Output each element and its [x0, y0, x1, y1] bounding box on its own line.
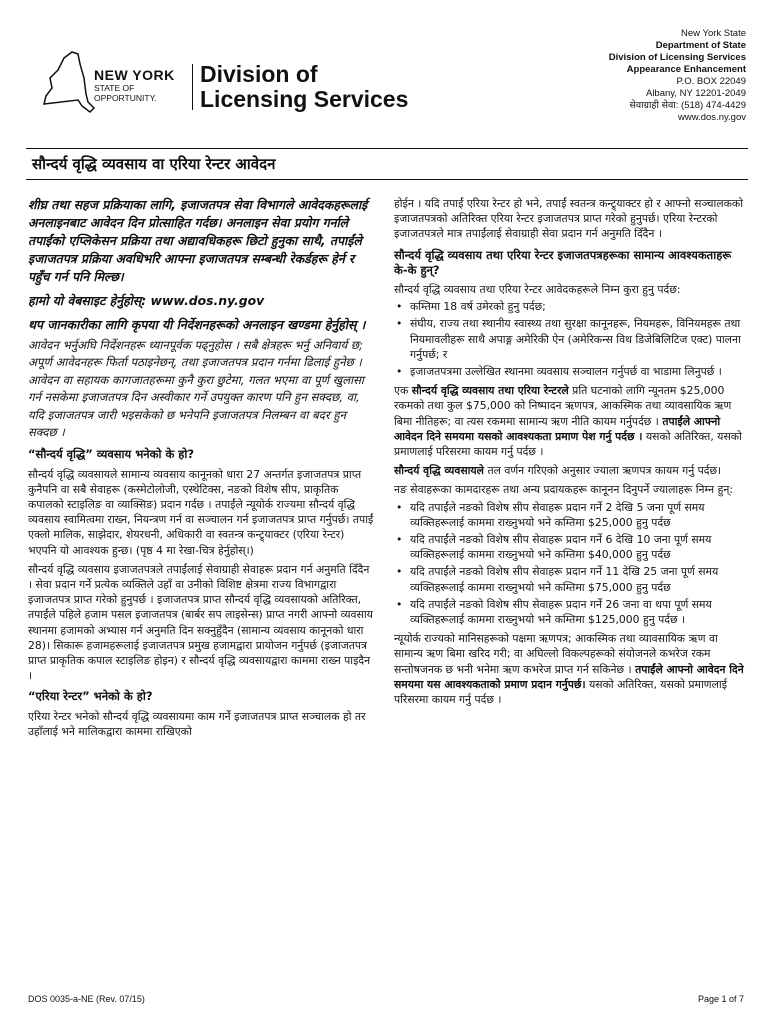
ar-paragraph-continued: होईन । यदि तपाईं एरिया रेन्टर हो भने, तपाईं स्वतन्त्र कन्ट्र्याक्टर हो र आफ्नो सञ्चालकको इजाजतपत्रको अतिरिक्त एरिया रेन्टर इजाजतपत्र प्राप्त गरेको हुनुपर्छ। एरिया रेन्टरको इजाजतपत्रले मात्र तपाईंलाई सेवाग्राही सेवा प्रदान गर्न अनुमति दिँदैन ।	[394, 197, 744, 241]
list-item: • यदि तपाईंले नङको विशेष सीप सेवाहरू प्रदान गर्ने 2 देखि 5 जना पूर्ण समय व्यक्तिहरूलाई काममा राख्नुभयो भने कम्तिमा $25,000 हुनु पर्दछ	[394, 500, 744, 530]
new-york-state-map-icon	[38, 48, 98, 118]
ar-paragraph: एरिया रेन्टर भनेको सौन्दर्य वृद्धि व्यवसायमा काम गर्ने इजाजतपत्र प्राप्त सञ्चालक हो तर उहाँलाई भने मालिकद्वारा काममा राखिएको	[28, 709, 366, 738]
requirements-list	[394, 299, 744, 379]
requirements-heading: सौन्दर्य वृद्धि व्यवसाय तथा एरिया रेन्टर इजाजतपत्रहरूका सामान्य आवश्यकताहरू के-के हुन्?	[394, 247, 732, 277]
left-column	[28, 196, 376, 739]
requirements-intro: सौन्दर्य वृद्धि व्यवसाय तथा एरिया रेन्टर आवेदकहरूले निम्न कुरा हुनु पर्दछ:	[394, 283, 681, 297]
page-number: Page 1 of 7	[697, 994, 744, 1004]
list-item: • यदि तपाईंले नङको विशेष सीप सेवाहरू प्रदान गर्ने 26 जना वा थपा पूर्ण समय व्यक्तिहरूलाई काममा राख्नुभयो भने कम्तिमा $125,000 हुनु पर्दछ ।	[394, 597, 744, 627]
intro-text: शीघ्र तथा सहज प्रक्रियाका लागि, इजाजतपत्र सेवा विभागले आवेदकहरूलाई अनलाइनबाट आवेदन दिन प्रोत्साहित गर्दछ। अनलाइन सेवा प्रयोग गर्नाले तपाईंको एप्लिकेसन प्रक्रिया तथा अद्यावधिकहरू छिटो हुनुका साथै, तपाईंले इजाजतपत्र प्रक्रिया अवधिभरि आफ्ना इजाजतपत्र सम्बन्धी रेकर्डहरू हेर्न र पहुँच गर्न पनि मिल्छ।	[28, 197, 368, 284]
division-title: Division of Licensing Services	[200, 61, 409, 112]
form-id: DOS 0035-a-NE (Rev. 07/15)	[28, 994, 145, 1004]
more-info-text: थप जानकारीका लागि कृपया यी निर्देशनहरूको अनलाइन खण्डमा हेर्नुहोस् ।	[28, 317, 366, 332]
ny-tagline: STATE OF OPPORTUNITY.	[94, 83, 157, 103]
ae-paragraph-1: सौन्दर्य वृद्धि व्यवसायले सामान्य व्यवसाय कानूनको धारा 27 अन्तर्गत इजाजतपत्र प्राप्त कुनैपनि वा सबै सेवाहरू (कस्मेटोलोजी, एस्थेटिक्स, नङको विशेष सीप, प्राकृतिक कपालको स्टाइलिङ वा व्याक्सिङ) प्रदान गर्दछ । तपाईंले न्यूयोर्क राज्यमा सौन्दर्य वृद्धि व्यवसाय स्वामित्वमा राख्न, नियन्त्रण गर्न वा सञ्चालन गर्न इजाजतपत्र प्राप्त गर्नुपर्छ। तपाईं एक्लो मालिक, साझेदार, शेयरधनी, अधिकारी वा स्वतन्त्र कन्ट्र्याक्टर (एरिया रेन्टर) भएपनि यो आवश्यक हुन्छ। (पृष्ठ 4 मा रेखा-चित्र हेर्नुहोस्।)	[28, 467, 374, 557]
list-item: • यदि तपाईंले नङको विशेष सीप सेवाहरू प्रदान गर्ने 6 देखि 10 जना पूर्ण समय व्यक्तिहरूलाई काममा राख्नुभयो भने कम्तिमा $40,000 हुनु पर्दछ	[394, 532, 744, 562]
list-item: • यदि तपाईंले नङको विशेष सीप सेवाहरू प्रदान गर्ने 11 देखि 25 जना पूर्ण समय व्यक्तिहरूलाई काममा राख्नुभयो भने कम्तिमा $75,000 हुनु पर्दछ	[394, 564, 744, 594]
ar-heading: “एरिया रेन्टर” भनेको के हो?	[28, 689, 153, 704]
page-title: सौन्दर्य वृद्धि व्यवसाय वा एरिया रेन्टर आवेदन	[26, 148, 748, 180]
ae-paragraph-2: सौन्दर्य वृद्धि व्यवसाय इजाजतपत्रले तपाईंलाई सेवाग्राही सेवाहरू प्रदान गर्न अनुमति दिँदैन । सेवा प्रदान गर्ने प्रत्येक व्यक्तिले उहाँ वा उनीको विशिष्ट क्षेत्रमा राज्य विभागद्वारा इजाजतपत्र प्राप्त गरेको हुनुपर्छ । इजाजतपत्र प्राप्त सौन्दर्य वृद्धि व्यवसायको अतिरिक्त, तपाईंले पहिले हजाम पसल इजाजतपत्र (बार्बर सप लाइसेन्स) प्राप्त नगरी आफ्नो व्यवसाय स्थानमा हजामको अभ्यास गर्न अनुमति दिन सक्नुहुँदैन (सामान्य व्यवसाय कानूनको धारा 28)। सिकारू हजामहरूलाई इजाजतपत्र प्रमुख हजामद्वारा प्रायोजन गर्नुपर्छ (इजाजतपत्र प्राप्त प्राकृतिक कपाल स्टाइलिङ होइन) र सौन्दर्य वृद्धि व्यवसायद्वारा काममा राख्न पाइदैन ।	[28, 562, 373, 683]
ae-heading: “सौन्दर्य वृद्धि” व्यवसाय भनेको के हो?	[28, 447, 195, 462]
nys-logo	[38, 48, 418, 128]
right-column	[394, 196, 744, 707]
logo-divider	[192, 64, 193, 110]
list-item: • संघीय, राज्य तथा स्थानीय स्वास्थ्य तथा सुरक्षा कानूनहरू, नियमहरू, विनियमहरू तथा नियमावलीहरू साथै अपाङ्ग अमेरिकी ऐन (अमेरिकन्स विथ डिजेबिलिटिज एक्ट) पालना गर्नुपर्छ; र	[394, 316, 744, 362]
ny-wordmark: NEW YORK	[94, 67, 175, 83]
final-paragraph: न्यूयोर्क राज्यको मानिसहरूको पक्षमा ऋणपत्र; आकस्मिक तथा व्यावसायिक ऋण वा सामान्य ऋण बिमा खरिद गरी; वा अघिल्लो विकल्पहरूको संयोजनले कभरेज रकम सन्तोषजनक छ भनी भनेमा ऋण कभरेज प्राप्त गर्न सकिनेछ । तपाईंले आफ्नो आवेदन दिने समयमा यस आवश्यकताको प्रमाण प्रदान गर्नुपर्छ। यसको अतिरिक्त, यसको प्रमाणलाई परिसरमा कायम गर्नु पर्दछ ।	[394, 632, 744, 707]
website-link[interactable]: www.dos.ny.gov	[150, 293, 265, 308]
surety-paragraph: सौन्दर्य वृद्धि व्यवसायले तल वर्णन गरिएको अनुसार ज्याला ऋणपत्र कायम गर्नु पर्दछ।	[394, 464, 722, 478]
list-item: • इजाजतपत्रमा उल्लेखित स्थानमा व्यवसाय सञ्चालन गर्नुपर्छ वा भाडामा लिनुपर्छ ।	[394, 364, 744, 379]
website-line: हामो यो वेबसाइट हेर्नुहोस्: www.dos.ny.gov	[28, 293, 265, 308]
nail-intro: नङ सेवाहरूका कामदारहरू तथा अन्य प्रदायकहरू कानूनन दिनुपर्ने ज्यालाहरू निम्न हुन्:	[394, 483, 733, 497]
instructions-text: आवेदन भर्नुअघि निर्देशनहरू ध्यानपूर्वक पढ्नुहोस । सबै क्षेत्रहरू भर्नु अनिवार्य छ; अपूर्ण आवेदनहरू फिर्ता पठाइनेछन्, तथा इजाजतपत्र प्रदान गर्नमा ढिलाई हुनेछ । आवेदन वा सहायक कागजातहरूमा कुनै कुरा छुटेमा, गलत भएमा वा पूर्ण खुलासा गर्न नसकेमा इजाजतपत्र दिन अस्वीकार गर्ने उपयुक्त कारण पनि हुन सक्दछ, वा, यदि इजाजतपत्र जारी भइसकेको छ भनेपनि इजाजतपत्र निलम्बन वा बदर हुन सक्दछ ।	[28, 338, 364, 440]
agency-address: New York State Department of State Division of Licensing Services Appearance Enhancement P.O. BOX 22049 Albany, NY 12201-2049 सेवाग्राही सेवा: (518) 474-4429 www.dos.ny.gov	[608, 28, 746, 123]
bond-paragraph: एक सौन्दर्य वृद्धि व्यवसाय तथा एरिया रेन्टरले प्रति घटनाको लागि न्यूनतम $25,000 रकमको तथा कुल $75,000 को निष्पादन ऋणपत्र, आकस्मिक तथा व्यावसायिक ऋण बिमा नीतिहरू; वा त्यस रकममा सामान्य ऋण नीति कायम गर्नुपर्दछ । तपाईंले आफ्नो आवेदन दिने समयमा यसको आवश्यकता प्रमाण पेश गर्नु पर्दछ । यसको अतिरिक्त, यसको प्रमाणलाई परिसरमा कायम गर्नु पर्दछ ।	[394, 384, 742, 459]
list-item: • कम्तिमा 18 वर्ष उमेरको हुनु पर्दछ;	[394, 299, 744, 314]
nail-bond-list	[394, 500, 744, 628]
